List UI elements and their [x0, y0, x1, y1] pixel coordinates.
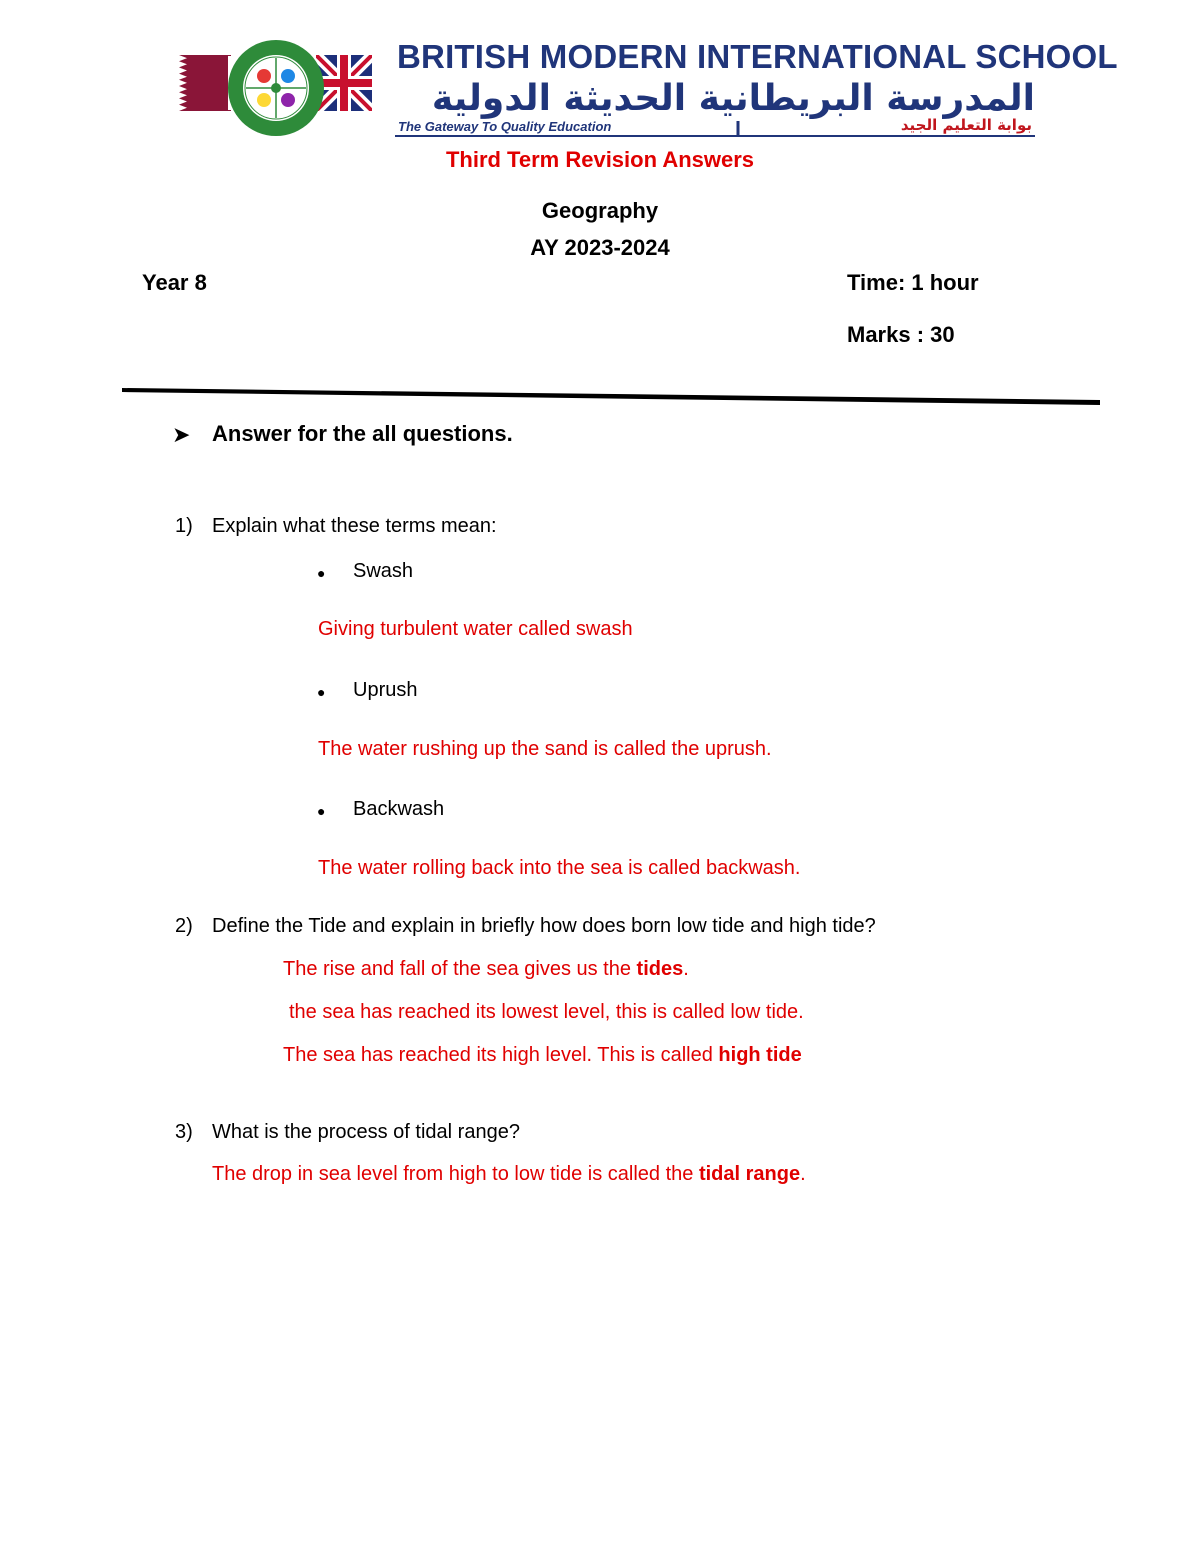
answer-part: .: [683, 958, 689, 980]
answer-text: The water rolling back into the sea is called backwash.: [318, 857, 801, 879]
answer-text: [283, 958, 689, 981]
question-text: Explain what these terms mean:: [212, 515, 497, 537]
term-label: Swash: [353, 560, 414, 582]
qatar-flag-icon: [161, 55, 231, 111]
header-divider: [122, 386, 1100, 408]
answer-text: [212, 1163, 806, 1186]
answer-text: Giving turbulent water called swash: [318, 618, 633, 640]
question-text: What is the process of tidal range?: [212, 1121, 520, 1143]
exam-time: Time: 1 hour: [847, 270, 979, 295]
answer-text: [289, 1001, 804, 1024]
answer-part: The drop in sea level from high to low tide is called the: [212, 1163, 699, 1185]
subject: Geography: [541, 198, 659, 223]
tagline-ar: بوابة التعليم الجيد: [900, 116, 1032, 134]
answer-keyword: tides: [636, 958, 684, 980]
exam-marks: Marks : 30: [847, 322, 955, 347]
school-name-ar: المدرسة البريطانية الحديثة الدولية: [431, 78, 1035, 119]
answer-part: The sea has reached its high level. This is called: [283, 1044, 719, 1066]
bullet-icon: ●: [317, 684, 326, 700]
answer-part: the sea has reached its lowest level, this is called low tide.: [289, 1001, 804, 1023]
answer-part: The rise and fall of the sea gives us the: [283, 958, 637, 980]
answer-keyword: high tide: [718, 1044, 802, 1066]
arrow-bullet-icon: ➤: [172, 422, 191, 447]
term-label: Backwash: [353, 798, 445, 820]
instruction: Answer for the all questions.: [212, 421, 513, 446]
question-number: 1): [175, 515, 193, 537]
term-label: Uprush: [353, 679, 418, 701]
year-group: Year 8: [142, 270, 207, 295]
school-logo-icon: [226, 38, 326, 138]
tagline-en: The Gateway To Quality Education: [398, 119, 612, 134]
bullet-icon: ●: [317, 803, 326, 819]
bullet-icon: ●: [317, 565, 326, 581]
question-number: 3): [175, 1121, 193, 1143]
question-text: Define the Tide and explain in briefly how does born low tide and high tide?: [212, 915, 876, 937]
school-header: [0, 0, 1200, 145]
question-number: 2): [175, 915, 193, 937]
answer-part: .: [800, 1163, 806, 1185]
answer-keyword: tidal range: [698, 1163, 801, 1185]
document-title: Third Term Revision Answers: [445, 147, 755, 172]
answer-text: The water rushing up the sand is called the uprush.: [318, 738, 772, 760]
academic-year: AY 2023-2024: [530, 235, 670, 260]
school-name-en: BRITISH MODERN INTERNATIONAL SCHOOL: [397, 38, 1118, 75]
answer-text: [283, 1044, 802, 1067]
